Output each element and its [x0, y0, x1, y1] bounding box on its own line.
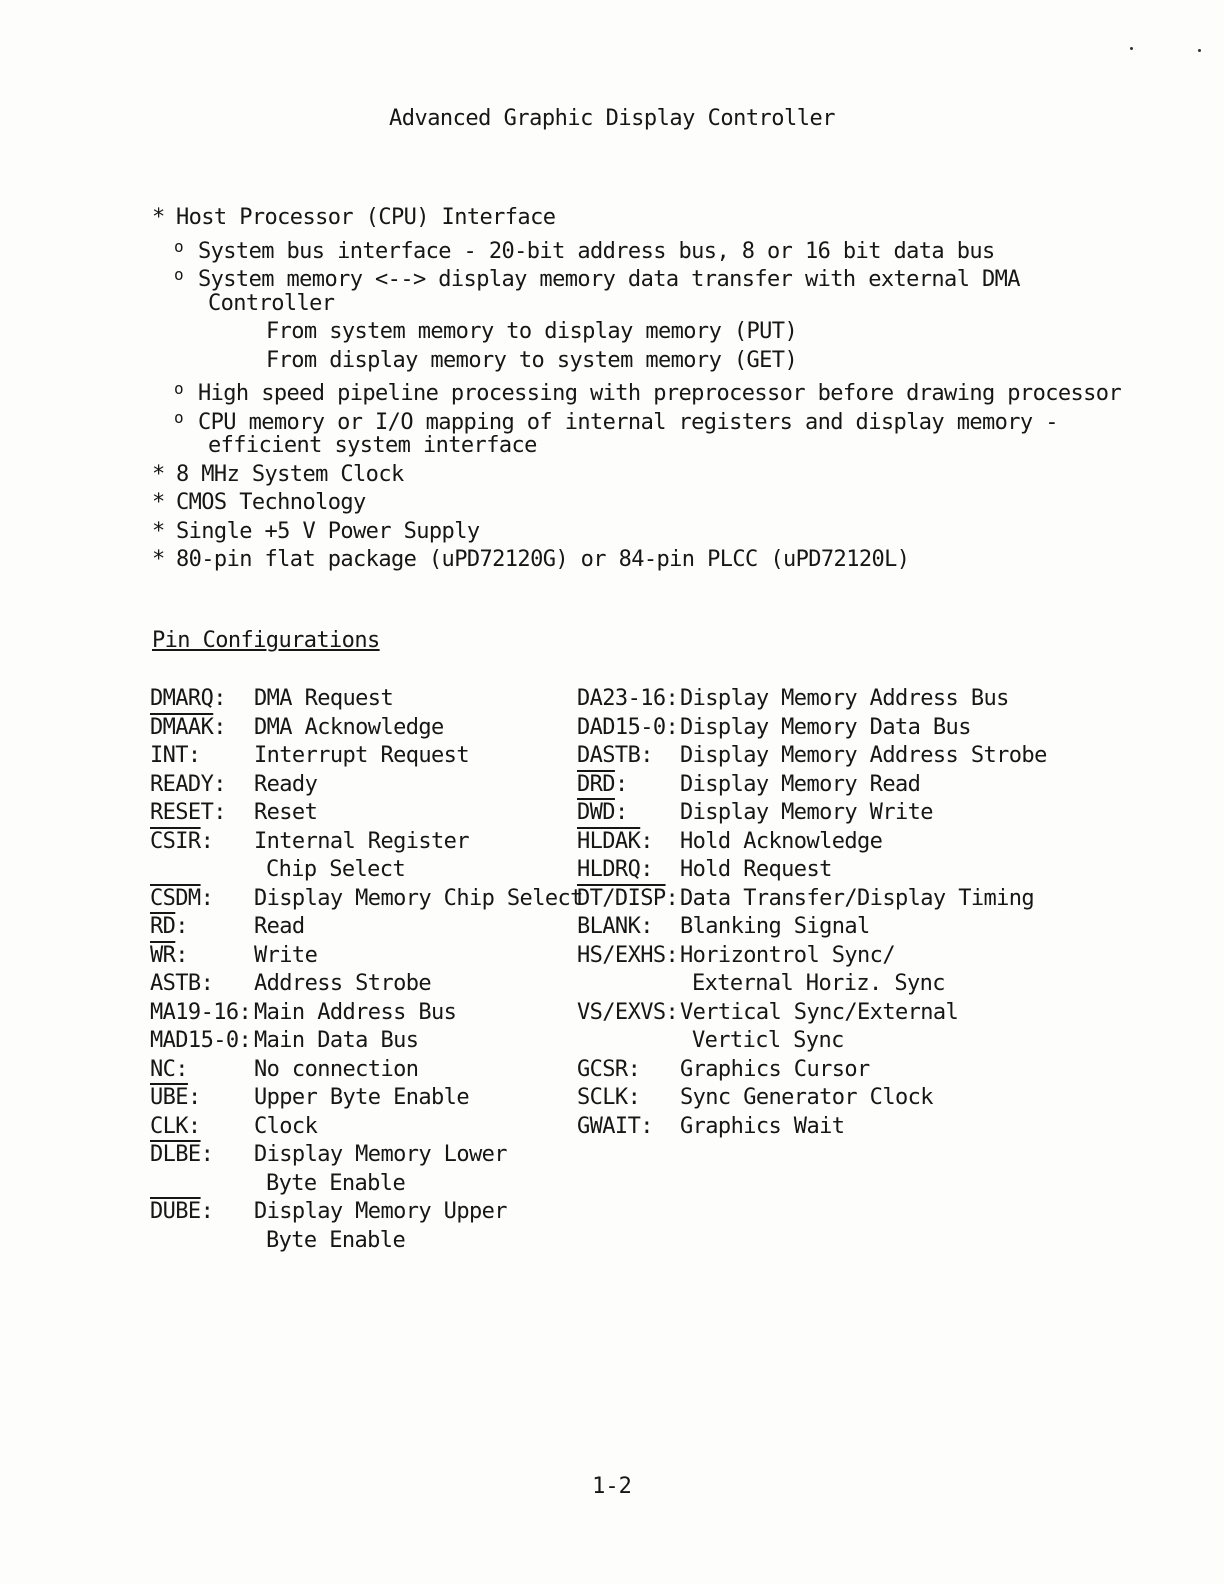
pin-code: CSDM:	[150, 885, 214, 911]
pin-row	[150, 999, 570, 1028]
pin-code: CLK:	[150, 1113, 201, 1139]
pin-table-right	[577, 685, 1057, 1141]
circle-bullet-icon: o	[174, 407, 184, 427]
pin-description: Display Memory Upper	[254, 1199, 507, 1224]
pin-description: No connection	[254, 1056, 419, 1082]
pin-row	[150, 1170, 570, 1199]
pin-code: DLBE:	[150, 1142, 214, 1167]
pin-description: Graphics Wait	[680, 1113, 845, 1139]
pin-code: GCSR:	[577, 1056, 641, 1082]
pin-code: DASTB:	[577, 743, 653, 768]
asterisk-bullet-icon: *	[152, 205, 165, 230]
feature-text: Single +5 V Power Supply	[176, 518, 480, 544]
pin-description: Display Memory Address Bus	[680, 686, 1009, 711]
pin-row	[150, 1113, 570, 1142]
pin-code: MAD15-0:	[150, 1028, 252, 1053]
pin-code: CSIR:	[150, 828, 214, 854]
feature-line	[152, 518, 1072, 547]
feature-list	[152, 204, 1122, 575]
circle-bullet-icon: o	[174, 379, 184, 398]
page-title: Advanced Graphic Display Controller	[388, 106, 836, 131]
feature-line	[152, 489, 1072, 518]
pin-row	[150, 828, 570, 857]
pin-code: HS/EXHS:	[577, 942, 679, 968]
pin-code: INT:	[150, 743, 201, 768]
pin-row	[150, 1027, 570, 1056]
feature-text: From system memory to display memory (PUT)	[266, 319, 798, 344]
pin-description: Blanking Signal	[680, 914, 870, 939]
pin-row	[150, 942, 570, 971]
asterisk-bullet-icon: *	[152, 547, 165, 572]
pin-description: Sync Generator Clock	[680, 1085, 933, 1110]
pin-description: Display Memory Address Strobe	[680, 743, 1047, 768]
pin-row	[577, 685, 1057, 714]
pin-row	[577, 1084, 1057, 1113]
feature-text: System bus interface - 20-bit address bus, 8 or 16 bit data bus	[198, 238, 995, 264]
pin-code	[150, 856, 254, 885]
pin-description: DMA Request	[254, 686, 394, 711]
feature-text: System memory <--> display memory data transfer with external DMA	[198, 267, 1020, 292]
scan-speck	[1198, 49, 1201, 52]
pin-row	[150, 1198, 570, 1227]
feature-text: 80-pin flat package (uPD72120G) or 84-pin PLCC (uPD72120L)	[176, 547, 910, 572]
pin-row	[150, 1227, 570, 1256]
feature-line	[152, 546, 1072, 575]
feature-text: CMOS Technology	[176, 490, 366, 515]
pin-row	[577, 999, 1057, 1028]
pin-code	[577, 970, 680, 999]
pin-description: Internal Register	[254, 828, 469, 854]
pin-description: Vertical Sync/External	[680, 999, 959, 1025]
feature-line	[152, 404, 1072, 433]
pin-code: $\overline{DRD}$:	[577, 771, 628, 797]
pin-code	[150, 1170, 254, 1199]
pin-row	[150, 1141, 570, 1170]
pin-description: Display Memory Lower	[254, 1142, 507, 1167]
pin-description: Horizontrol Sync/	[680, 942, 895, 968]
pin-description: Reset	[254, 800, 318, 825]
pin-row	[577, 913, 1057, 942]
pin-code	[150, 1227, 254, 1256]
feature-line	[152, 375, 1122, 406]
pin-description: Chip Select	[266, 857, 406, 882]
feature-text: High speed pipeline processing with preprocessor before drawing processor	[198, 381, 1122, 406]
pin-description: Verticl Sync	[692, 1028, 844, 1053]
pin-row	[577, 1056, 1057, 1085]
feature-text: From display memory to system memory (GET)	[266, 347, 798, 373]
pin-row	[577, 885, 1057, 914]
feature-text: efficient system interface	[208, 433, 537, 458]
circle-bullet-icon: o	[174, 236, 184, 256]
pin-description: Clock	[254, 1113, 318, 1139]
feature-line	[152, 432, 1072, 461]
pin-row	[150, 685, 570, 714]
pin-description: Read	[254, 914, 305, 939]
pin-row	[150, 714, 570, 743]
asterisk-bullet-icon: *	[152, 461, 165, 487]
pin-row	[577, 771, 1057, 800]
pin-code: DMARQ:	[150, 686, 226, 711]
feature-line	[152, 233, 1072, 262]
feature-line	[152, 347, 1072, 376]
pin-code: $\overline{RD}$:	[150, 914, 188, 939]
page-number: 1-2	[592, 1474, 632, 1499]
pin-code: $\overline{DWD}$:	[577, 800, 628, 825]
pin-code: BLANK:	[577, 914, 653, 939]
pin-row	[577, 1027, 1057, 1056]
pin-code: DT/DISP:	[577, 885, 679, 911]
feature-line	[152, 318, 1072, 347]
feature-text: CPU memory or I/O mapping of internal registers and display memory -	[198, 409, 1058, 435]
pin-row	[577, 942, 1057, 971]
pin-description: Hold Request	[680, 857, 832, 882]
pin-code: HLDRQ:	[577, 857, 653, 882]
pin-table-left	[150, 685, 583, 1255]
pin-row	[150, 1056, 570, 1085]
scan-speck	[1130, 47, 1133, 50]
pin-description: Ready	[254, 771, 318, 797]
pin-row	[150, 742, 570, 771]
pin-row	[577, 970, 1057, 999]
pin-code: $\overline{UBE}$:	[150, 1085, 201, 1110]
pin-code: NC:	[150, 1056, 188, 1082]
pin-row	[150, 771, 570, 800]
pin-description: Write	[254, 942, 318, 968]
pin-code	[577, 1027, 680, 1056]
feature-text: Controller	[208, 290, 335, 316]
feature-text: 8 MHz System Clock	[176, 461, 404, 487]
pin-description: Display Memory Read	[680, 771, 921, 797]
pin-row	[577, 828, 1057, 857]
pin-description: Upper Byte Enable	[254, 1085, 469, 1110]
pin-code: DA23-16:	[577, 686, 679, 711]
pin-code: $\overline{WR}$:	[150, 942, 188, 968]
pin-description: Interrupt Request	[254, 743, 469, 768]
pin-row	[577, 799, 1057, 828]
pin-row	[577, 1113, 1057, 1142]
pin-description: Byte Enable	[266, 1170, 406, 1196]
pin-configurations-heading: Pin Configurations	[152, 628, 380, 653]
pin-description: Data Transfer/Display Timing	[680, 885, 1035, 911]
circle-bullet-icon: o	[174, 265, 184, 284]
pin-row	[150, 856, 570, 885]
pin-description: Byte Enable	[266, 1227, 406, 1253]
pin-row	[150, 799, 570, 828]
pin-description: Main Data Bus	[254, 1028, 419, 1053]
pin-code: VS/EXVS:	[577, 999, 679, 1025]
feature-line	[152, 461, 1072, 490]
pin-row	[150, 970, 570, 999]
pin-code: SCLK:	[577, 1085, 641, 1110]
pin-description: Display Memory Write	[680, 800, 933, 825]
pin-description: Hold Acknowledge	[680, 828, 883, 854]
pin-code: RESET:	[150, 800, 226, 825]
feature-line	[152, 204, 1072, 233]
pin-row	[150, 1084, 570, 1113]
pin-description: External Horiz. Sync	[692, 971, 945, 996]
feature-text: Host Processor (CPU) Interface	[176, 205, 556, 230]
pin-row	[150, 913, 570, 942]
pin-code: GWAIT:	[577, 1113, 653, 1139]
pin-row	[150, 885, 583, 914]
feature-line	[152, 261, 1072, 290]
pin-row	[577, 714, 1057, 743]
asterisk-bullet-icon: *	[152, 490, 165, 515]
pin-code: MA19-16:	[150, 999, 252, 1025]
pin-code: HLDAK:	[577, 828, 653, 854]
pin-code: DAD15-0:	[577, 714, 679, 740]
asterisk-bullet-icon: *	[152, 518, 165, 544]
pin-description: Display Memory Data Bus	[680, 714, 971, 740]
pin-code: ASTB:	[150, 971, 214, 996]
pin-code: READY:	[150, 771, 226, 797]
pin-description: DMA Acknowledge	[254, 714, 444, 740]
pin-description: Graphics Cursor	[680, 1056, 870, 1082]
pin-row	[577, 742, 1057, 771]
pin-description: Address Strobe	[254, 971, 432, 996]
pin-description: Display Memory Chip Select	[254, 885, 583, 911]
pin-description: Main Address Bus	[254, 999, 457, 1025]
pin-code: DMAAK:	[150, 714, 226, 740]
pin-row	[577, 856, 1057, 885]
feature-line	[152, 290, 1072, 319]
pin-code: DUBE:	[150, 1199, 214, 1224]
